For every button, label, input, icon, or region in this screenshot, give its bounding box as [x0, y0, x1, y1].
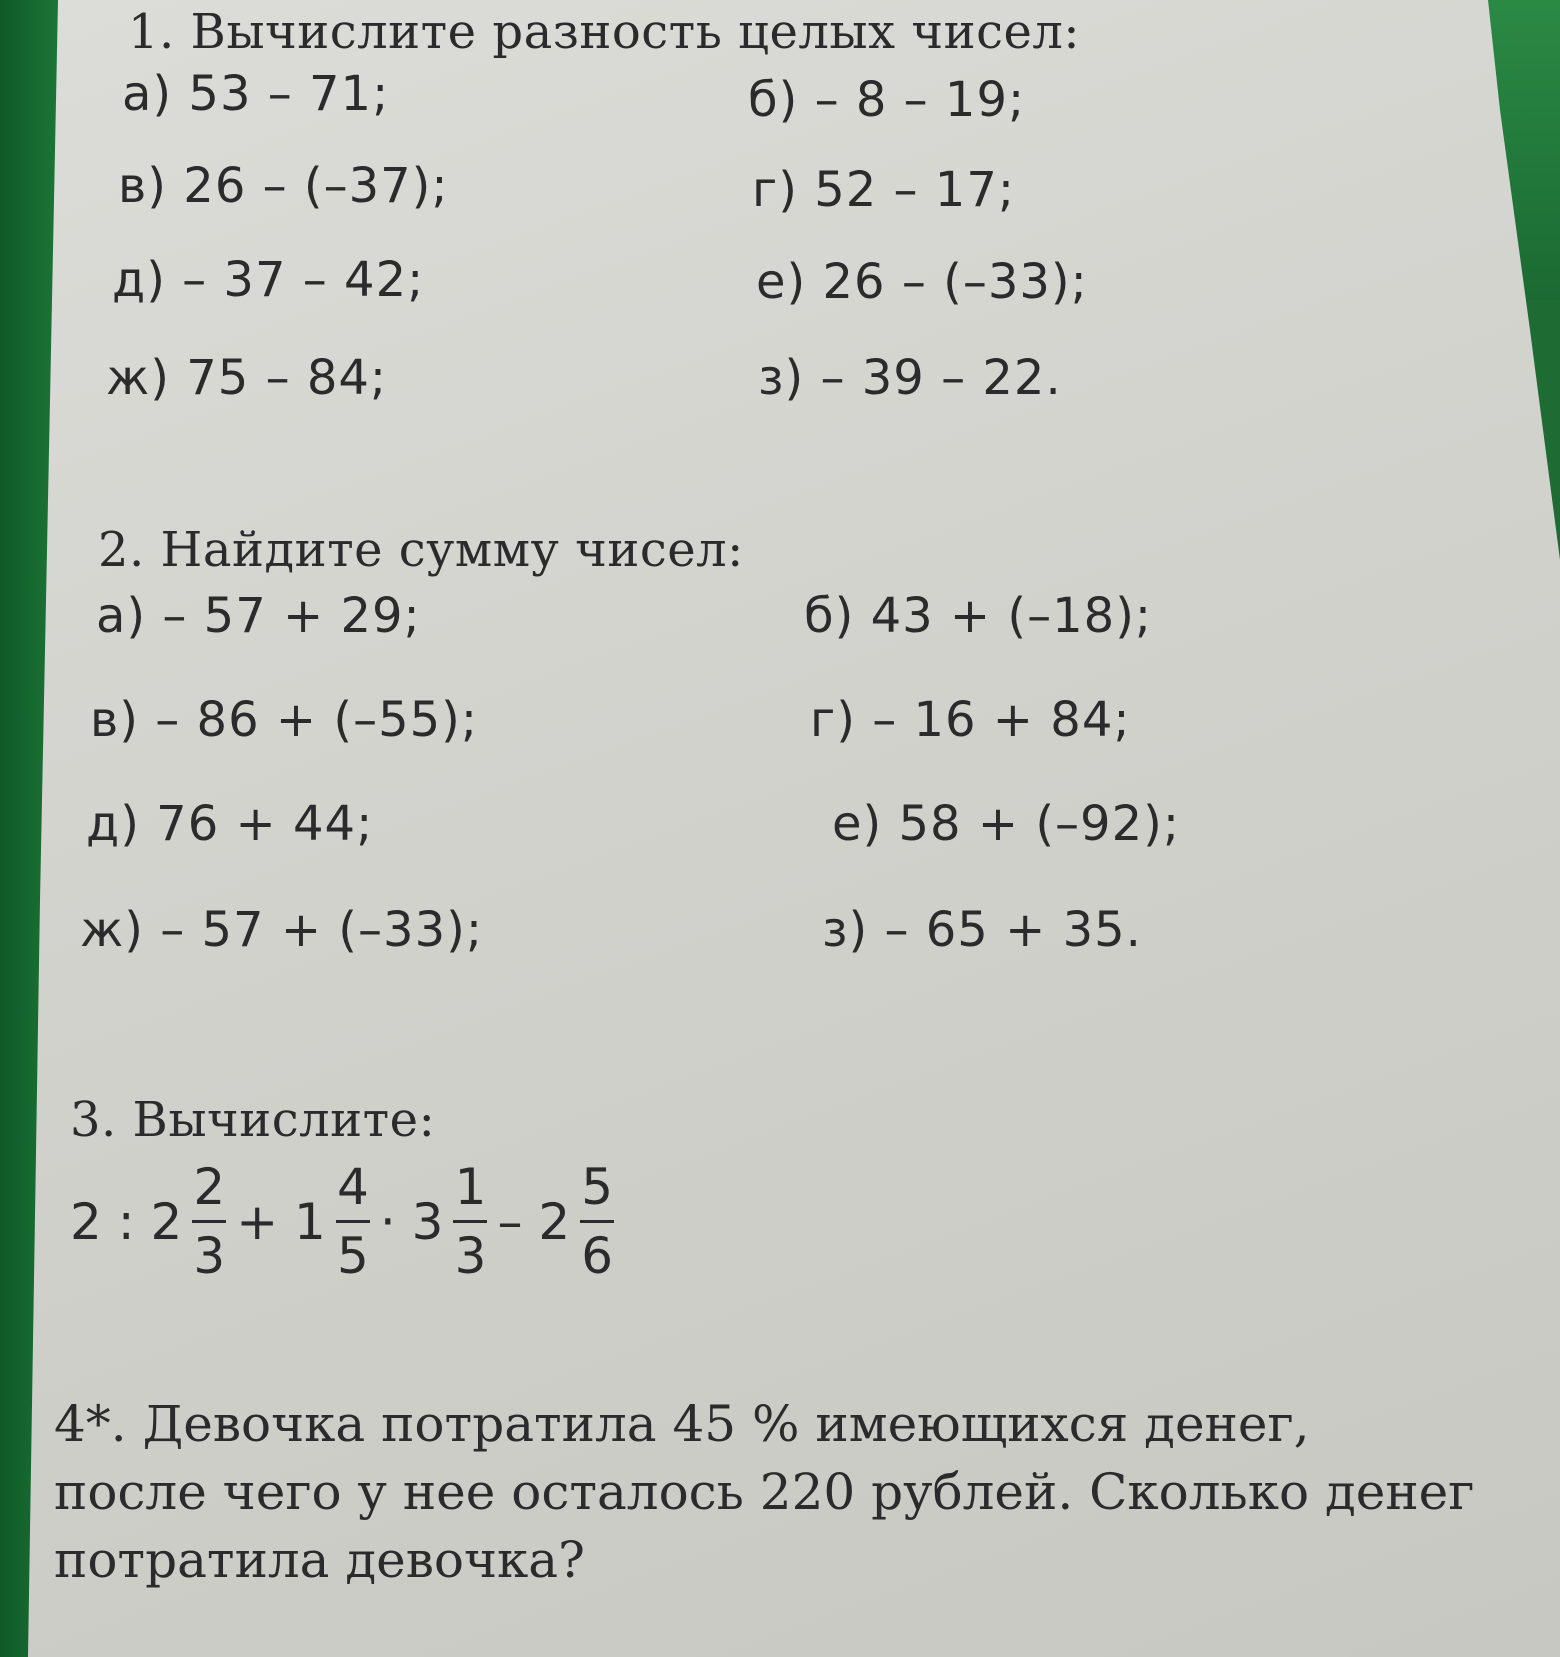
- task1-item-z: з) – 39 – 22.: [758, 350, 1062, 406]
- fraction-1: [192, 1160, 226, 1283]
- fraction-1-bar: [192, 1220, 226, 1223]
- task2-item-d: д) 76 + 44;: [86, 796, 374, 852]
- fraction-1-numerator: 2: [193, 1158, 226, 1216]
- task3-expression: [66, 1160, 620, 1283]
- fraction-3-bar: [453, 1220, 487, 1223]
- fraction-2-numerator: 4: [336, 1158, 369, 1216]
- task2-item-g: г) – 16 + 84;: [810, 692, 1131, 748]
- expr-term-1: + 1: [236, 1192, 326, 1251]
- task1-title: 1. Вычислите разность целых чисел:: [128, 4, 1081, 60]
- task4-line-3: потратила девочка?: [54, 1531, 585, 1589]
- fraction-2: [336, 1160, 370, 1283]
- task4-text: [54, 1390, 1544, 1594]
- fraction-2-bar: [336, 1220, 370, 1223]
- task1-item-v: в) 26 – (–37);: [118, 158, 449, 214]
- fraction-4-numerator: 5: [581, 1158, 614, 1216]
- task1-item-a: а) 53 – 71;: [122, 66, 390, 122]
- task3-title: 3. Вычислите:: [70, 1092, 436, 1148]
- task2-item-z: з) – 65 + 35.: [822, 902, 1142, 958]
- task2-item-a: а) – 57 + 29;: [96, 588, 421, 644]
- task4-line-2: после чего у нее осталось 220 рублей. Сколько денег: [54, 1463, 1475, 1521]
- expr-term-2: · 3: [379, 1192, 444, 1251]
- fraction-2-denominator: 5: [336, 1227, 369, 1285]
- fraction-4: [580, 1160, 614, 1283]
- task1-item-b: б) – 8 – 19;: [748, 72, 1026, 128]
- task1-item-g: г) 52 – 17;: [752, 162, 1016, 218]
- task4-line-1: 4*. Девочка потратила 45 % имеющихся денег,: [54, 1395, 1310, 1453]
- task1-item-e: е) 26 – (–33);: [756, 254, 1088, 310]
- expr-term-3: – 2: [497, 1192, 571, 1251]
- fraction-4-bar: [580, 1220, 614, 1223]
- task2-item-e: е) 58 + (–92);: [832, 796, 1181, 852]
- task1-item-d: д) – 37 – 42;: [112, 252, 425, 308]
- fraction-3: [453, 1160, 487, 1283]
- task2-item-v: в) – 86 + (–55);: [90, 692, 479, 748]
- fraction-3-numerator: 1: [454, 1158, 487, 1216]
- task2-title: 2. Найдите сумму чисел:: [98, 522, 744, 578]
- task2-item-zh: ж) – 57 + (–33);: [80, 902, 483, 958]
- fraction-1-denominator: 3: [193, 1227, 226, 1285]
- expr-term-0: 2 : 2: [70, 1192, 183, 1251]
- fraction-3-denominator: 3: [454, 1227, 487, 1285]
- task2-item-b: б) 43 + (–18);: [804, 588, 1153, 644]
- task1-item-zh: ж) 75 – 84;: [106, 350, 388, 406]
- fraction-4-denominator: 6: [581, 1227, 614, 1285]
